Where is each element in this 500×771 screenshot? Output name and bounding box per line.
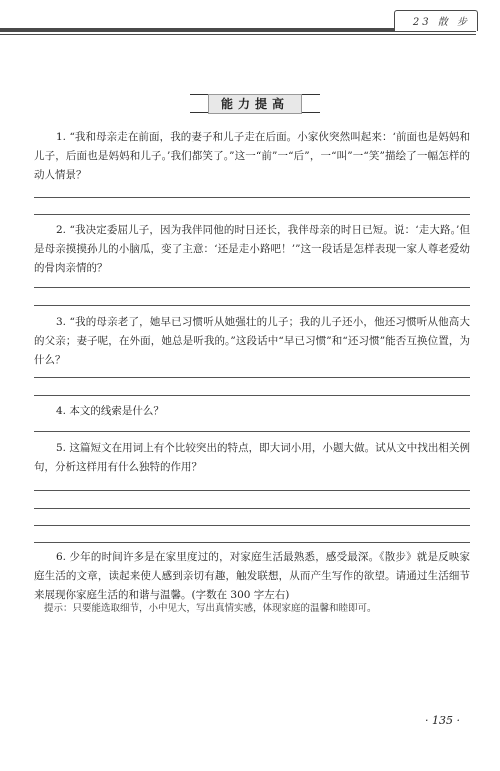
question-5 [34, 439, 470, 477]
running-header: 23 散 步 [412, 17, 470, 28]
question-text: 2. “我决定委屈儿子，因为我伴同他的时日还长，我伴母亲的时日已短。说：‘走大路。’但是母亲摸摸孙儿的小脑瓜，变了主意：‘还是走小路吧！’”这一段话是怎样表现一家人尊老爱幼的骨肉亲情的？ [34, 224, 470, 274]
question-text: 6. 少年的时间许多是在家里度过的，对家庭生活最熟悉，感受最深。《散步》就是反映家庭生活的文章，读起来使人感到亲切有趣，触发联想，从而产生写作的欲望。请通过生活细节来展现你家庭生活的和谐与温馨。(字数在 300 字左右) [34, 551, 470, 601]
answer-line[interactable] [34, 395, 470, 396]
answer-line[interactable] [34, 214, 470, 215]
question-1 [34, 128, 470, 185]
section-title: 能力提高 [220, 97, 289, 111]
answer-line[interactable] [34, 431, 470, 432]
answer-line[interactable] [34, 490, 470, 491]
answer-line[interactable] [34, 197, 470, 198]
answer-line[interactable] [34, 542, 470, 543]
question-6 [34, 548, 470, 605]
page-number: · 135 · [425, 714, 460, 727]
answer-line[interactable] [34, 508, 470, 509]
answer-line[interactable] [34, 377, 470, 378]
section-title-banner [190, 92, 320, 114]
writing-hint: 提示：只要能选取细节，小中见大，写出真情实感，体现家庭的温馨和睦即可。 [44, 603, 377, 614]
question-3 [34, 313, 470, 370]
answer-line[interactable] [34, 287, 470, 288]
answer-line[interactable] [34, 525, 470, 526]
header-rule-thin [0, 34, 476, 35]
question-2 [34, 221, 470, 278]
question-text: 5. 这篇短文在用词上有个比较突出的特点，即大词小用，小题大做。试从文中找出相关例句，分析这样用有什么独特的作用？ [34, 442, 470, 473]
question-text: 3. “我的母亲老了，她早已习惯听从她强壮的儿子；我的儿子还小，他还习惯听从他高大的父亲；妻子呢，在外面，她总是听我的。”这段话中“早已习惯”和“还习惯”能否互换位置，为什么？ [34, 316, 470, 366]
question-text: 1. “我和母亲走在前面，我的妻子和儿子走在后面。小家伙突然叫起来：‘前面也是妈妈和儿子，后面也是妈妈和儿子。’我们都笑了。”这一“前”一“后”，一“叫”一“笑”描绘了一幅怎样的动人情景？ [34, 131, 470, 181]
question-4 [34, 402, 470, 421]
answer-line[interactable] [34, 305, 470, 306]
question-text: 4. 本文的线索是什么？ [56, 405, 164, 417]
